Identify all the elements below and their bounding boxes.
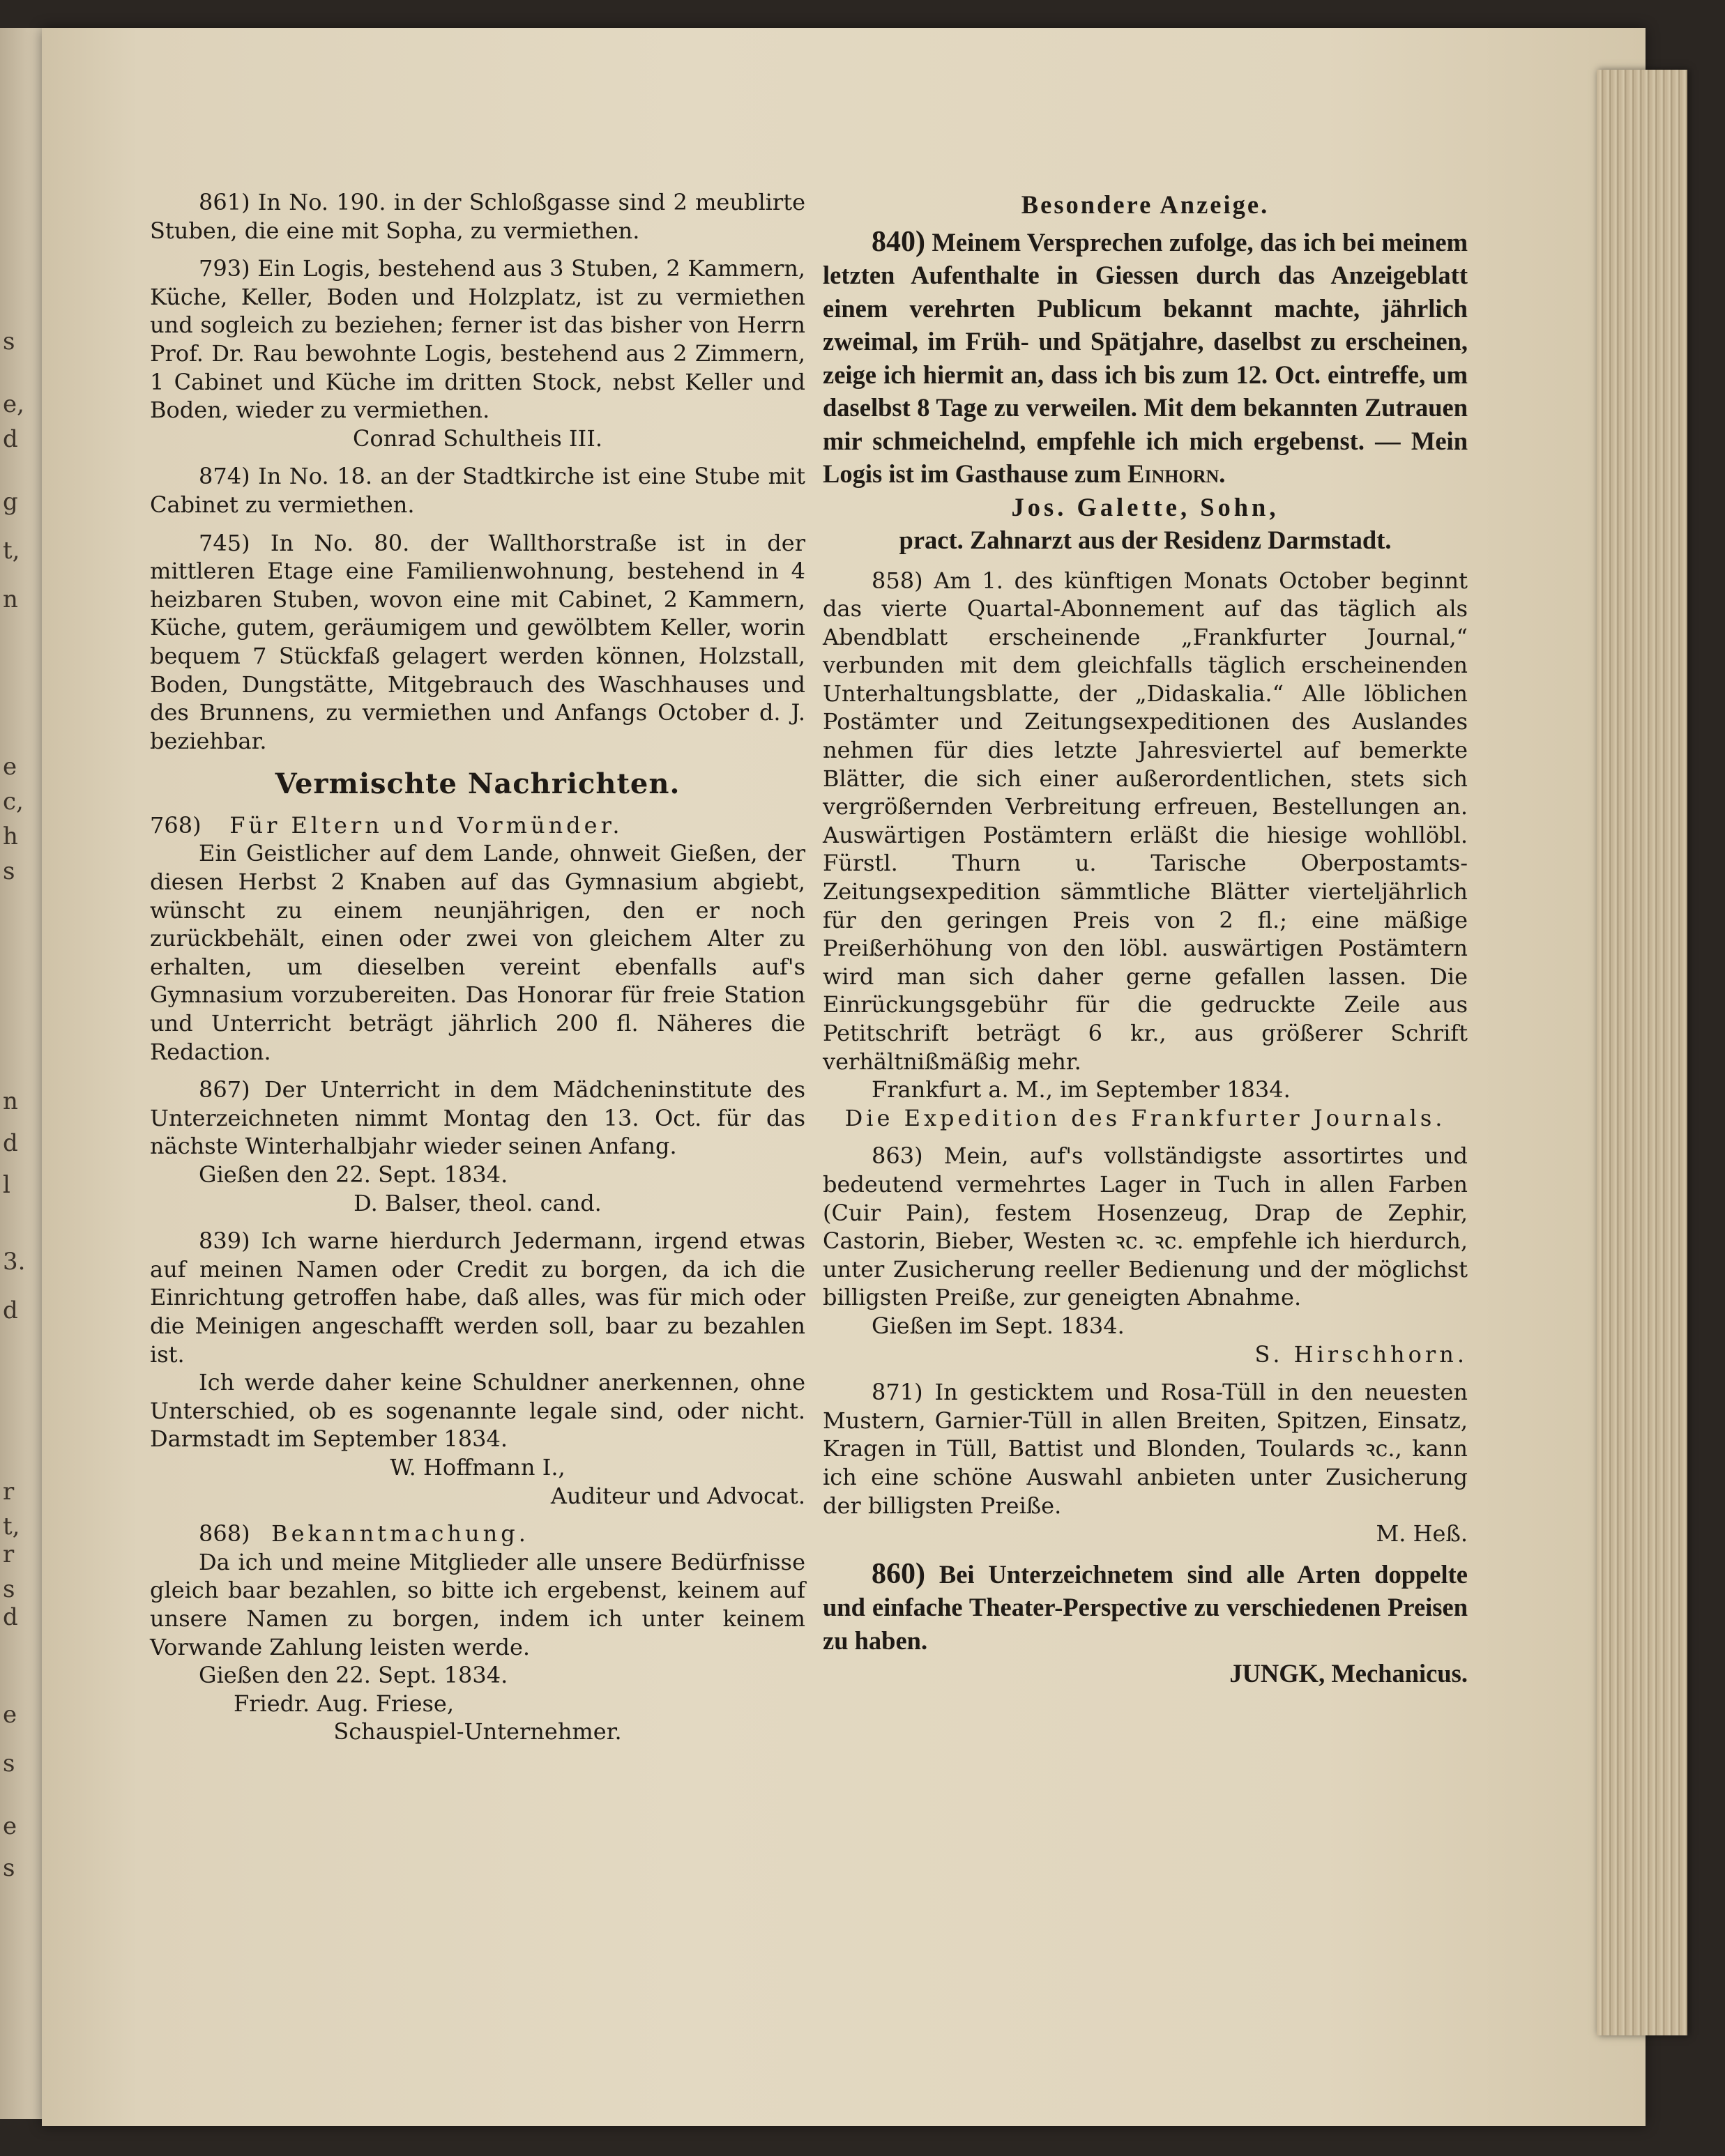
margin-glyph: r <box>3 1540 15 1568</box>
ad-number: 839) <box>199 1228 250 1255</box>
ad-874 <box>150 462 805 519</box>
ad-868 <box>150 1520 805 1746</box>
ad-place-date: Gießen den 22. Sept. 1834. <box>199 1161 508 1188</box>
ad-793 <box>150 254 805 452</box>
ad-text: Mein, auf's vollständigste assortirtes und bedeutend vermehrtes Lager in Tuch in allen Farben (Cuir Pain), festem Hosenzeug, Drap de Zephir, Castorin, Bieber, Westen ꝛc. ꝛc. empfehle ich hierdurch, unter Zusicherung reeller Bedienung und der möglichst billigsten Preiße, zur geneigten Abnahme. <box>823 1142 1468 1311</box>
ad-number: 768) <box>150 811 202 839</box>
ad-signature: Jos. Galette, Sohn, <box>1011 492 1279 521</box>
ad-number: 867) <box>199 1076 250 1103</box>
ad-place-date: Frankfurt a. M., im September 1834. <box>872 1076 1291 1103</box>
ad-number: 793) <box>199 255 250 282</box>
margin-glyph: e <box>3 1701 17 1729</box>
ad-text: Bei Unterzeichnetem sind alle Arten doppelte und einfache Theater-Perspective zu verschiedenen Preisen zu haben. <box>823 1559 1468 1655</box>
ad-signature: Die Expedition des Frankfurter Journals. <box>844 1104 1446 1131</box>
ad-text: In gesticktem und Rosa-Tüll in den neuesten Mustern, Garnier-Tüll in allen Breiten, Spitzen, Einsatz, Kragen in Tüll, Battist und Blonden, Toulards ꝛc., kann ich eine schöne Auswahl anbieten unter Zusicherung der billigsten Preiße. <box>823 1379 1468 1519</box>
ad-text: Meinem Versprechen zufolge, das ich bei meinem letzten Aufenthalte in Giessen durch das Anzeigeblatt einem verehrten Publicum bekannt machte, jährlich zweimal, im Früh- und Spätjahre, daselbst zu erscheinen, zeige ich hiermit an, dass ich bis zum 12. Oct. eintreffe, um daselbst 8 Tage zu verweilen. Mit dem bekannten Zutrauen mir schmeichelnd, empfehle ich mich ergebenst. — Mein Logis ist im Gasthause zum <box>823 227 1468 488</box>
margin-glyph: t, <box>3 1513 20 1540</box>
special-notice-heading: Besondere Anzeige. <box>1021 190 1270 219</box>
ad-number: 745) <box>199 529 250 556</box>
margin-glyph: t, <box>3 537 20 565</box>
ad-number: 871) <box>872 1379 923 1406</box>
margin-glyph: r <box>3 1478 15 1506</box>
ad-840 <box>823 226 1468 557</box>
ad-number: 858) <box>872 567 923 594</box>
margin-glyph: s <box>3 1854 15 1882</box>
margin-glyph: h <box>3 823 18 850</box>
ad-number: 861) <box>199 189 250 215</box>
margin-glyph: e <box>3 1812 17 1840</box>
inn-name: Einhorn. <box>1127 459 1226 488</box>
ad-signature: W. Hoffmann I., <box>390 1453 565 1481</box>
margin-glyph: d <box>3 425 18 453</box>
margin-glyph: d <box>3 1603 18 1631</box>
ad-text: Ein Logis, bestehend aus 3 Stuben, 2 Kammern, Küche, Keller, Boden und Holzplatz, ist zu vermiethen und sogleich zu beziehen; ferner ist das bisher von Herrn Prof. Dr. Rau bewohnte Logis, bestehend aus 2 Zimmern, 1 Cabinet und Küche im dritten Stock, nebst Keller und Boden, wieder zu vermiethen. <box>150 255 806 424</box>
ad-text: In No. 18. an der Stadtkirche ist eine Stube mit Cabinet zu vermiethen. <box>150 463 806 518</box>
ad-text: In No. 190. in der Schloßgasse sind 2 meublirte Stuben, die eine mit Sopha, zu vermiethen. <box>150 189 806 244</box>
page-stack-edge <box>1597 70 1687 2035</box>
ad-768 <box>150 811 805 1066</box>
ad-place-date: Gießen den 22. Sept. 1834. <box>199 1662 508 1689</box>
ad-heading: Bekanntmachung. <box>271 1520 529 1547</box>
ad-867 <box>150 1076 805 1217</box>
ad-871 <box>823 1378 1468 1548</box>
ad-place-date: Gießen im Sept. 1834. <box>872 1312 1125 1339</box>
margin-glyph: e <box>3 753 17 781</box>
ad-number: 860) <box>872 1557 925 1590</box>
ad-number: 874) <box>199 463 250 490</box>
ad-text: Ich werde daher keine Schuldner anerkennen, ohne Unterschied, ob es sogenannte legale sind, oder nicht. Darmstadt im September 1834. <box>150 1369 805 1453</box>
margin-glyph: e, <box>3 390 24 418</box>
margin-glyph: 3. <box>3 1248 26 1276</box>
ad-number: 868) <box>199 1520 250 1547</box>
ad-signature: S. Hirschhorn. <box>1254 1340 1468 1368</box>
ad-858 <box>823 567 1468 1133</box>
ad-heading: Für Eltern und Vormünder. <box>229 811 623 839</box>
ad-839 <box>150 1227 805 1510</box>
ad-signature: JUNGK, Mechanicus. <box>1229 1659 1468 1688</box>
section-title: Vermischte Nachrichten. <box>275 767 681 801</box>
ad-signature-title: Auditeur und Advocat. <box>550 1482 805 1509</box>
ad-861 <box>150 188 805 245</box>
ad-text: Da ich und meine Mitglieder alle unsere Bedürfnisse gleich baar bezahlen, so bitte ich ergebenst, keinem auf unsere Namen zu borgen, indem ich unter keinem Vorwande Zahlung leisten werde. <box>150 1548 805 1660</box>
margin-glyph: n <box>3 1087 18 1115</box>
ad-signature-title: Schauspiel-Unternehmer. <box>333 1718 622 1745</box>
ad-text: In No. 80. der Wallthorstraße ist in der mittleren Etage eine Familienwohnung, bestehend in 4 heizbaren Stuben, wovon eine mit Cabinet, 2 Kammern, Küche, gutem, geräumigem und gewölbtem Keller, worin bequem 7 Stückfaß gelagert werden können, Holzstall, Boden, Dungstätte, Mitgebrauch des Waschhauses und des Brunnens, zu vermiethen und Anfangs October d. J. beziehbar. <box>150 529 806 754</box>
margin-glyph: d <box>3 1129 18 1157</box>
right-column <box>823 188 1468 1700</box>
margin-glyph: l <box>3 1171 10 1199</box>
margin-glyph: s <box>3 1750 15 1777</box>
ad-signature: D. Balser, theol. cand. <box>354 1189 602 1216</box>
ad-745 <box>150 529 805 756</box>
margin-glyph: s <box>3 1575 15 1603</box>
ad-860 <box>823 1558 1468 1690</box>
ad-signature: Friedr. Aug. Friese, <box>234 1690 455 1717</box>
margin-glyph: d <box>3 1297 18 1324</box>
margin-glyph: n <box>3 586 18 613</box>
ad-number: 840) <box>872 225 925 258</box>
ad-text: Der Unterricht in dem Mädcheninstitute des Unterzeichneten nimmt Montag den 13. Oct. für das nächste Winterhalbjahr wieder seinen Anfang. <box>150 1076 806 1160</box>
margin-glyph: c, <box>3 788 24 816</box>
ad-text: Ich warne hierdurch Jedermann, irgend etwas auf meinen Namen oder Credit zu borgen, da ich die Einrichtung getroffen habe, daß alles, was für mich oder die Meinigen angeschafft werden soll, baar zu bezahlen ist. <box>150 1228 806 1368</box>
ad-863 <box>823 1142 1468 1368</box>
margin-glyph: g <box>3 488 18 516</box>
ad-number: 863) <box>872 1142 923 1170</box>
ad-signature-title: pract. Zahnarzt aus der Residenz Darmstadt. <box>899 526 1392 554</box>
ad-text: Am 1. des künftigen Monats October beginnt das vierte Quartal-Abonnement auf das täglich als Abendblatt erscheinende „Frankfurter Journal,“ verbunden mit dem gleichfalls täglich erscheinenden Unterhaltungsblatte, der „Didaskalia.“ Alle löblichen Postämter und Zeitungsexpeditionen des Auslandes nehmen für dies letzte Jahresviertel auf bemerkte Blätter, die sich einer außerordentlichen, stets sich vergrößernden Verbreitung erfreuen, Bestellungen an. Auswärtigen Postämtern erläßt die hiesige wohllöbl. Fürstl. Thurn u. Tarische Oberpostamts-Zeitungsexpedition sämmtliche Blätter vierteljährlich für den geringen Preis von 2 fl.; eine mäßige Preißerhöhung von den löbl. auswärtigen Postämtern wird man sich daher gerne gefallen lassen. Die Einrückungsgebühr für die gedruckte Zeile aus Petitschrift beträgt 6 kr., aus größerer Schrift verhältnißmäßig mehr. <box>823 567 1468 1075</box>
ad-text: Ein Geistlicher auf dem Lande, ohnweit Gießen, der diesen Herbst 2 Knaben auf das Gymnasium abgiebt, wünscht zu einem neunjährigen, den er noch zurückbehält, einen oder zwei von gleichem Alter zu erhalten, um dieselben vereint ebenfalls auf's Gymnasium vorzubereiten. Das Honorar für freie Station und Unterricht beträgt jährlich 200 fl. Näheres die Redaction. <box>150 840 805 1065</box>
margin-glyph: s <box>3 857 15 885</box>
left-column <box>150 188 805 1756</box>
ad-signature: Conrad Schultheis III. <box>352 425 602 452</box>
ad-signature: M. Heß. <box>1376 1520 1468 1547</box>
margin-glyph: s <box>3 328 15 355</box>
